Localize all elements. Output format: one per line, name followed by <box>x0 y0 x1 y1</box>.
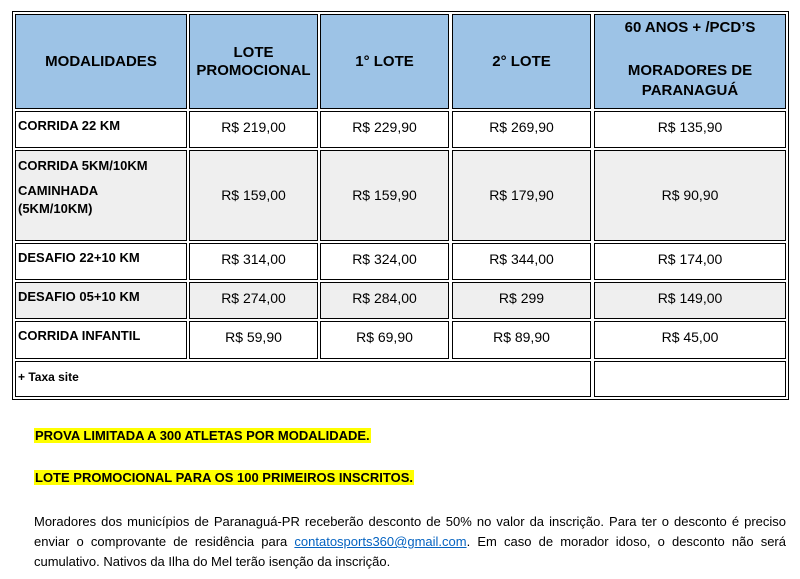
row-label-text: DESAFIO 05+10 KM <box>18 289 140 304</box>
price: R$ 174,00 <box>657 251 723 267</box>
row-label <box>15 282 187 319</box>
header-modalidades <box>15 14 187 109</box>
price: R$ 314,00 <box>221 251 286 267</box>
price: R$ 149,00 <box>657 290 723 306</box>
cell-promo <box>189 150 318 241</box>
header-lote-promocional-line1: LOTE <box>233 43 274 61</box>
price: R$ 159,00 <box>221 187 286 204</box>
price: R$ 219,00 <box>221 119 286 135</box>
row-label-text: CORRIDA 22 KM <box>18 118 121 133</box>
notice-limit <box>34 428 371 443</box>
header-lote-promocional <box>189 14 318 109</box>
cell-promo <box>189 321 318 359</box>
header-primeiro-lote <box>320 14 449 109</box>
header-segundo-lote <box>452 14 591 109</box>
info-paragraph <box>34 512 786 572</box>
notice-promo-text: LOTE PROMOCIONAL PARA OS 100 PRIMEIROS INSCRITOS. <box>35 470 414 485</box>
row-label-text: DESAFIO 22+10 KM <box>18 250 140 265</box>
row-label-line3: (5KM/10KM) <box>18 201 93 217</box>
cell-lote1 <box>320 111 449 148</box>
cell-lote1 <box>320 243 449 280</box>
footnote-empty-cell <box>594 361 786 397</box>
price: R$ 89,90 <box>493 329 550 345</box>
paragraph-text-start: Moradores dos municípios de Paranaguá-PR receberão desconto de 50% no valor da inscrição. Para ter o desconto é preciso enviar o comprovante de residência para <box>34 514 786 549</box>
cell-promo <box>189 243 318 280</box>
paragraph-text-end: . Em caso de morador idoso, o desconto não será cumulativo. Nativos da Ilha do Mel terão isenção da inscrição. <box>34 534 786 569</box>
header-especial <box>594 14 786 109</box>
cell-lote2 <box>452 243 591 280</box>
header-especial-line1: 60 ANOS + /PCD’S <box>624 19 756 36</box>
cell-lote2 <box>452 321 591 359</box>
cell-promo <box>189 282 318 319</box>
footnote-cell <box>15 361 591 397</box>
header-segundo-lote-text: 2° LOTE <box>492 52 551 70</box>
price: R$ 324,00 <box>352 251 417 267</box>
price: R$ 90,90 <box>661 187 719 204</box>
email-link[interactable]: contatosports360@gmail.com <box>294 534 467 549</box>
price: R$ 69,90 <box>356 329 413 345</box>
cell-especial <box>594 111 786 148</box>
row-label <box>15 111 187 148</box>
cell-lote1 <box>320 150 449 241</box>
header-especial-line2-3 <box>628 61 752 102</box>
cell-lote2 <box>452 282 591 319</box>
price: R$ 135,90 <box>657 119 723 135</box>
header-lote-promocional-line2: PROMOCIONAL <box>196 61 311 79</box>
row-label-line1: CORRIDA 5KM/10KM <box>18 158 148 173</box>
price: R$ 269,90 <box>489 119 554 135</box>
price: R$ 344,00 <box>489 251 554 267</box>
notice-limit-text: PROVA LIMITADA A 300 ATLETAS POR MODALIDADE. <box>35 428 370 443</box>
row-label <box>15 321 187 359</box>
row-label <box>15 150 187 241</box>
cell-promo <box>189 111 318 148</box>
row-label <box>15 243 187 280</box>
cell-lote1 <box>320 321 449 359</box>
price: R$ 45,00 <box>661 329 719 345</box>
header-modalidades-text: MODALIDADES <box>45 52 157 70</box>
footnote-text: + Taxa site <box>18 370 79 384</box>
cell-especial <box>594 243 786 280</box>
price: R$ 274,00 <box>221 290 286 306</box>
price: R$ 179,90 <box>489 187 554 204</box>
price: R$ 299 <box>498 290 545 306</box>
row-label-line2: CAMINHADA <box>18 182 99 198</box>
row-label-text: CORRIDA INFANTIL <box>18 328 141 343</box>
cell-especial <box>594 282 786 319</box>
header-especial-line2: MORADORES DE <box>627 61 753 79</box>
header-especial-line3: PARANAGUÁ <box>641 81 739 99</box>
cell-especial <box>594 150 786 241</box>
price: R$ 159,90 <box>352 187 417 204</box>
cell-lote1 <box>320 282 449 319</box>
price: R$ 59,90 <box>225 329 282 345</box>
header-primeiro-lote-text: 1° LOTE <box>355 52 414 70</box>
price: R$ 284,00 <box>352 290 417 306</box>
notice-promo <box>34 470 414 485</box>
cell-lote2 <box>452 150 591 241</box>
cell-lote2 <box>452 111 591 148</box>
price: R$ 229,90 <box>352 119 417 135</box>
cell-especial <box>594 321 786 359</box>
